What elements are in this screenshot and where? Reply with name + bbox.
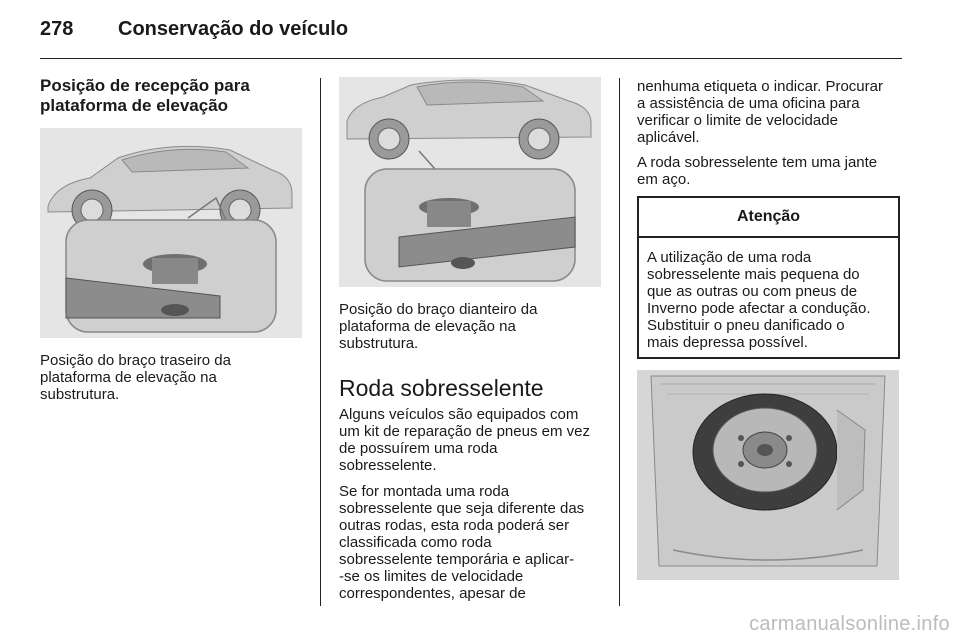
warning-line: mais depressa possível. <box>647 334 808 351</box>
watermark: carmanualsonline.info <box>749 613 950 635</box>
front-lift-point-figure <box>339 77 601 287</box>
paragraph-line: nenhuma etiqueta o indicar. Procurar <box>637 78 883 95</box>
column-divider-2 <box>619 78 620 606</box>
heading-spare-wheel: Roda sobresselente <box>339 375 544 401</box>
paragraph-line: um kit de reparação de pneus em vez <box>339 423 590 440</box>
spare-wheel-illustration <box>637 370 899 580</box>
section-title-line: Posição de recepção para <box>40 76 250 95</box>
paragraph-line: em aço. <box>637 171 691 188</box>
page-number: 278 <box>40 18 74 40</box>
car-lift-illustration <box>339 77 601 287</box>
steel-rim-paragraph <box>637 154 909 188</box>
paragraph-line: sobresselente que seja diferente das <box>339 500 585 517</box>
column-divider-1 <box>320 78 321 606</box>
header-rule <box>40 58 902 59</box>
caption-line: plataforma de elevação na <box>40 369 217 386</box>
paragraph-line: de possuírem uma roda <box>339 440 498 457</box>
warning-line: que as outras ou com pneus de <box>647 283 858 300</box>
paragraph-line: correspondentes, apesar de <box>339 585 526 602</box>
paragraph-line: sobresselente. <box>339 457 437 474</box>
warning-title: Atenção <box>639 198 898 238</box>
warning-line: A utilização de uma roda <box>647 249 812 266</box>
spare-wheel-paragraph-2 <box>339 483 611 602</box>
continuation-paragraph <box>637 78 909 146</box>
paragraph-line: A roda sobresselente tem uma jante <box>637 154 878 171</box>
caption-line: substrutura. <box>40 386 120 403</box>
caption-line: Posição do braço dianteiro da <box>339 301 538 318</box>
paragraph-line: classificada como roda <box>339 534 492 551</box>
caption-line: plataforma de elevação na <box>339 318 516 335</box>
spare-wheel-paragraph-1 <box>339 406 611 474</box>
paragraph-line: a assistência de uma oficina para <box>637 95 860 112</box>
paragraph-line: Alguns veículos são equipados com <box>339 406 579 423</box>
paragraph-line: Se for montada uma roda <box>339 483 510 500</box>
caption-line: substrutura. <box>339 335 419 352</box>
caption-line: Posição do braço traseiro da <box>40 352 231 369</box>
paragraph-line: aplicável. <box>637 129 700 146</box>
section-title-line: plataforma de elevação <box>40 96 229 115</box>
warning-line: Inverno pode afectar a condução. <box>647 300 871 317</box>
rear-lift-point-figure <box>40 128 302 338</box>
spare-wheel-figure <box>637 370 899 580</box>
paragraph-line: verificar o limite de velocidade <box>637 112 838 129</box>
warning-line: Substituir o pneu danificado o <box>647 317 845 334</box>
paragraph-line: sobresselente temporária e aplicar- <box>339 551 575 568</box>
warning-box <box>637 196 900 359</box>
warning-body <box>639 238 898 351</box>
front-lift-caption <box>339 301 609 352</box>
rear-lift-caption <box>40 352 310 403</box>
paragraph-line: outras rodas, esta roda poderá ser <box>339 517 570 534</box>
paragraph-line: -se os limites de velocidade <box>339 568 524 585</box>
warning-line: sobresselente mais pequena do <box>647 266 860 283</box>
section-title <box>40 76 310 116</box>
chapter-title: Conservação do veículo <box>118 18 349 40</box>
car-lift-illustration <box>40 128 302 338</box>
